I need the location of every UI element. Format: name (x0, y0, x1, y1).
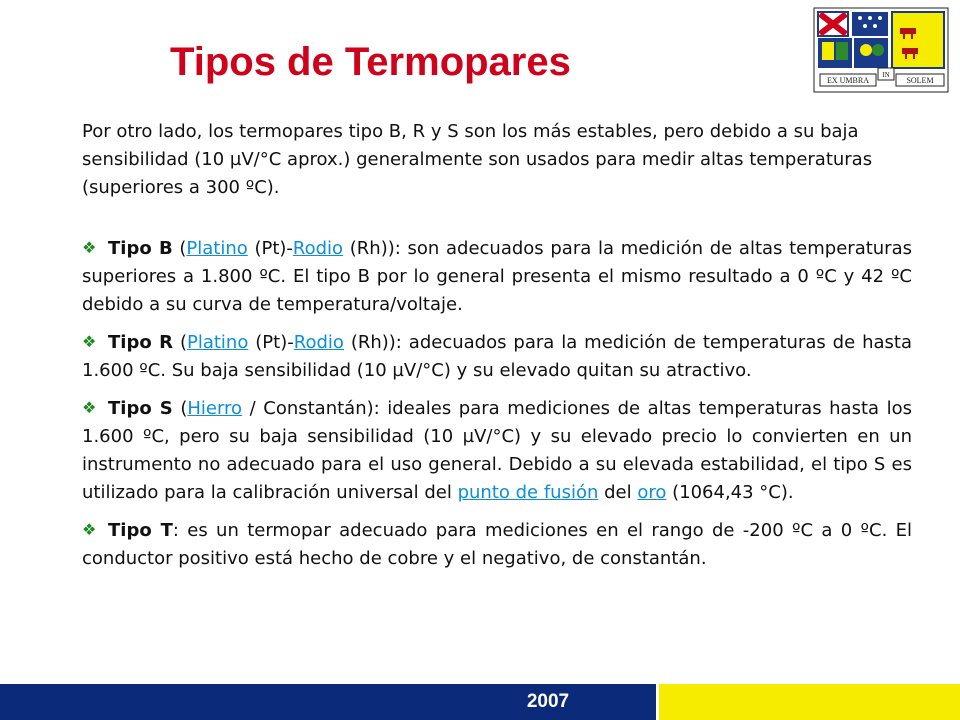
rodio-link[interactable]: Rodio (292, 238, 344, 259)
oro-link[interactable]: oro (637, 482, 667, 503)
list-item-tipo-b (82, 235, 912, 319)
motto-part-3: SOLEM (906, 76, 934, 85)
motto-part-1: EX UMBRA (826, 76, 870, 85)
hierro-link[interactable]: Hierro (187, 398, 243, 419)
list-item-tipo-s (82, 395, 912, 507)
text-segment: del (598, 482, 638, 503)
thermocouple-types-list (82, 235, 912, 583)
text-segment: (1064,43 °C). (666, 482, 794, 503)
footer-year: 2007 (526, 691, 570, 712)
list-item-tipo-r (82, 329, 912, 385)
footer-bar-yellow (659, 684, 960, 720)
platino-link[interactable]: Platino (186, 238, 248, 259)
type-name: Tipo B (108, 238, 173, 259)
motto-part-2: IN (882, 71, 890, 79)
slide-title: Tipos de Termopares (170, 40, 571, 84)
text-segment: / Constantán): ideales para mediciones de altas temperaturas hasta los 1.600 ºC, pero su baja sensibilidad (10 µV/°C) y su elevado precio lo convierten en un instrumento no adecuado para el uso general. Debido a su elevada estabilidad, el tipo S es utilizado para la calibración universal del (82, 398, 912, 503)
text-segment: : es un termopar adecuado para mediciones en el rango de -200 ºC a 0 ºC. El conductor positivo está hecho de cobre y el negativo, de constantán. (82, 520, 912, 569)
text-segment: ( (173, 332, 187, 353)
diamond-bullet-icon: ❖ (82, 332, 97, 351)
list-item-tipo-t (82, 517, 912, 573)
diamond-bullet-icon: ❖ (82, 238, 97, 257)
platino-link[interactable]: Platino (186, 332, 249, 353)
text-segment: (Rh)): son adecuados para la medición de altas temperaturas superiores a 1.800 ºC. El tipo B por lo general presenta el mismo resultado a 0 ºC y 42 ºC debido a su curva de temperatura/voltaje. (82, 238, 912, 315)
punto-de-fusion-link[interactable]: punto de fusión (457, 482, 599, 503)
text-segment: (Pt)- (248, 332, 294, 353)
diamond-bullet-icon: ❖ (82, 520, 97, 539)
intro-paragraph: Por otro lado, los termopares tipo B, R y S son los más estables, pero debido a su baja sensibilidad (10 µV/°C aprox.) generalmente son usados para medir altas temperaturas (superiores a 300 ºC). (82, 121, 873, 198)
type-name: Tipo S (108, 398, 173, 419)
diamond-bullet-icon: ❖ (82, 398, 97, 417)
text-segment: (Rh)): adecuados para la medición de temperaturas de hasta 1.600 ºC. Su baja sensibilidad (10 µV/°C) y su elevado quitan su atractivo. (82, 332, 912, 381)
university-coat-of-arms-logo (806, 4, 956, 100)
text-segment: (Pt)- (247, 238, 293, 259)
type-name: Tipo T (108, 520, 173, 541)
rodio-link[interactable]: Rodio (293, 332, 344, 353)
type-name: Tipo R (108, 332, 174, 353)
text-segment: ( (172, 238, 187, 259)
text-segment: ( (172, 398, 188, 419)
